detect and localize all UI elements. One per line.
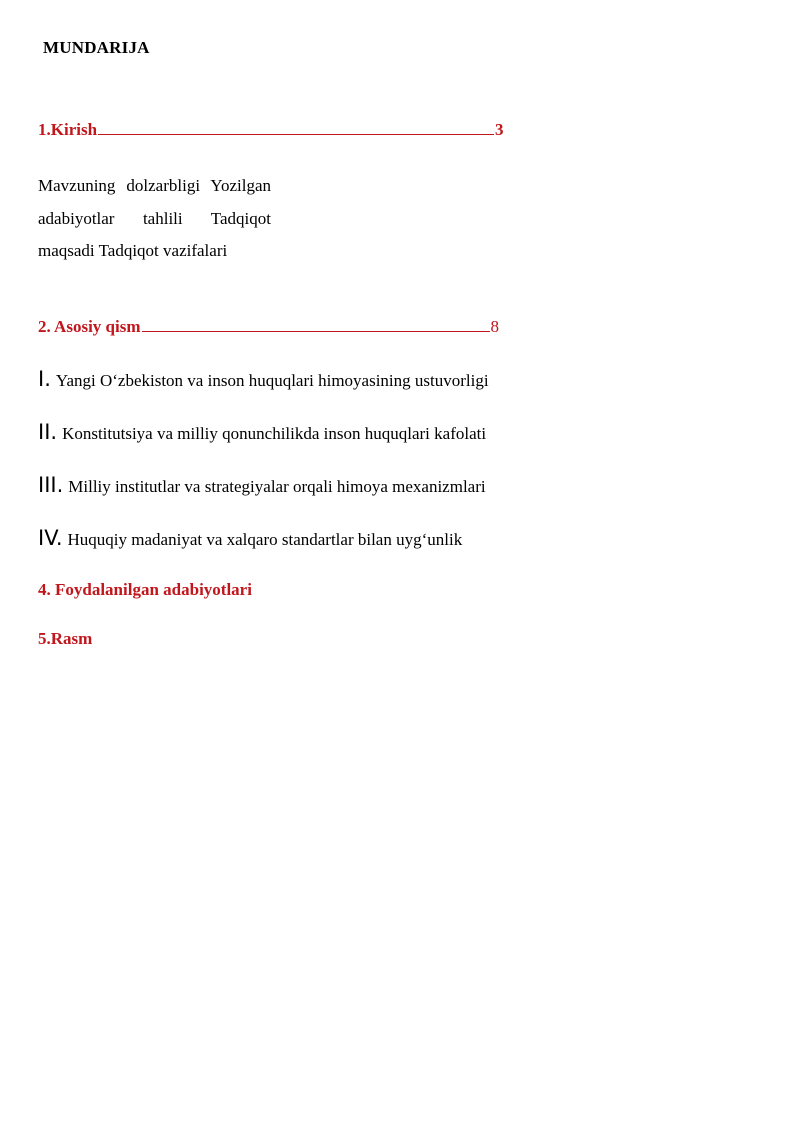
section-text: Konstitutsiya va milliy qonunchilikda inson huquqlari kafolati bbox=[62, 424, 487, 443]
toc-entry-asosiy bbox=[38, 317, 499, 337]
section-numeral: IV. bbox=[38, 526, 63, 550]
toc-entry-page: 8 bbox=[490, 317, 499, 336]
section-text: Milliy institutlar va strategiyalar orqali himoya mexanizmlari bbox=[68, 477, 486, 496]
section-text: Yangi O‘zbekiston va inson huquqlari himoyasining ustuvorligi bbox=[55, 371, 489, 390]
section-item bbox=[38, 526, 462, 550]
dot-leader bbox=[142, 317, 490, 332]
toc-entry-label: 1.Kirish bbox=[38, 120, 98, 139]
dot-leader bbox=[98, 120, 494, 135]
section-text: Huquqiy madaniyat va xalqaro standartlar bilan uyg‘unlik bbox=[67, 530, 463, 549]
section-numeral: II. bbox=[38, 420, 58, 444]
document-title: MUNDARIJA bbox=[43, 38, 150, 57]
toc-entry-rasm: 5.Rasm bbox=[38, 629, 93, 648]
section-numeral: III. bbox=[38, 473, 64, 497]
section-item bbox=[38, 367, 489, 391]
section-item bbox=[38, 473, 486, 497]
section-item bbox=[38, 420, 486, 444]
toc-entry-kirish bbox=[38, 120, 504, 140]
intro-subtopics: Mavzuning dolzarbligi Yozilgan adabiyotlar tahlili Tadqiqot maqsadi Tadqiqot vazifalari bbox=[38, 176, 271, 260]
section-numeral: I. bbox=[38, 367, 51, 391]
toc-entry-label: 2. Asosiy qism bbox=[38, 317, 141, 336]
toc-entry-page: 3 bbox=[495, 120, 504, 139]
toc-entry-foydalanilgan: 4. Foydalanilgan adabiyotlari bbox=[38, 580, 252, 599]
